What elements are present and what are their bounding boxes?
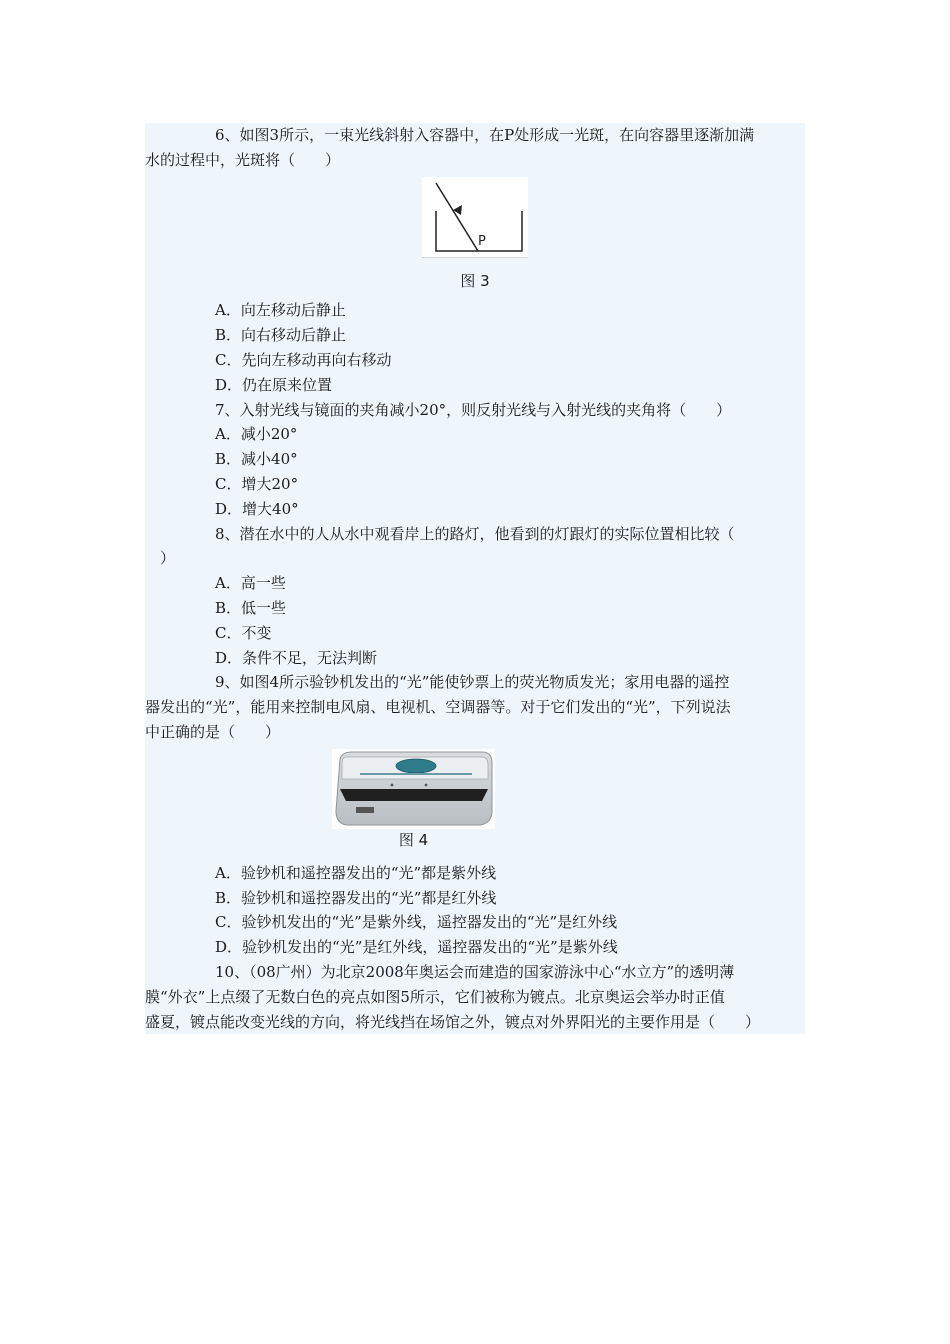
- q7-option-d: D．增大40°: [215, 499, 299, 518]
- q8-option-b: B．低一些: [215, 598, 287, 617]
- machine-nameplate: [356, 807, 374, 813]
- figure-3-diagram: [422, 177, 528, 258]
- figure-4: [145, 745, 805, 851]
- q6-option-b: B．向右移动后静止: [215, 326, 347, 345]
- figure-3: [145, 173, 805, 299]
- q9-stem-line2: 器发出的“光”，能用来控制电风扇、电视机、空调器等。对于它们发出的“光”，下列说法: [145, 698, 731, 717]
- document-body: [145, 123, 805, 1034]
- q7-option-a: A．减小20°: [215, 425, 298, 444]
- q9-option-d: D．验钞机发出的“光”是红外线，遥控器发出的“光”是紫外线: [215, 938, 618, 957]
- q6-option-c: C．先向左移动再向右移动: [215, 350, 392, 369]
- q9-option-a: A．验钞机和遥控器发出的“光”都是紫外线: [215, 863, 497, 882]
- q10-stem-line1: 10、（08广州）为北京2008年奥运会而建造的国家游泳中心“水立方”的透明薄: [215, 962, 735, 981]
- counterfeit-detector-picture: [332, 749, 495, 829]
- q10-stem-line3: 盛夏，镀点能改变光线的方向，将光线挡在场馆之外，镀点对外界阳光的主要作用是（ ）: [145, 1012, 761, 1031]
- q7-option-c: C．增大20°: [215, 474, 299, 493]
- figure-3-caption: 图 3: [460, 272, 490, 291]
- q8-stem-line2: ）: [160, 549, 176, 568]
- q6-stem-line1: 6、如图3所示，一束光线斜射入容器中，在P处形成一光斑，在向容器里逐渐加满: [215, 126, 755, 144]
- q9-stem-line1: 9、如图4所示验钞机发出的“光”能使钞票上的荧光物质发光；家用电器的遥控: [215, 673, 730, 692]
- q9-option-b: B．验钞机和遥控器发出的“光”都是红外线: [215, 888, 497, 907]
- figure-4-caption: 图 4: [398, 830, 429, 849]
- q8-option-d: D．条件不足，无法判断: [215, 648, 378, 667]
- light-ray: [436, 183, 478, 251]
- point-p-label: P: [478, 233, 486, 249]
- q8-stem-line1: 8、潜在水中的人从水中观看岸上的路灯，他看到的灯跟灯的实际位置相比较（: [215, 524, 735, 543]
- q8-option-c: C．不变: [215, 623, 272, 642]
- q10-stem-line2: 膜“外衣”上点缀了无数白色的亮点如图5所示，它们被称为镀点。北京奥运会举办时正值: [145, 987, 725, 1006]
- q7-stem: 7、入射光线与镜面的夹角减小20°，则反射光线与入射光线的夹角将（ ）: [215, 400, 732, 419]
- q6-option-d: D．仍在原来位置: [215, 375, 333, 394]
- figure-4-spacer: [145, 851, 805, 861]
- indicator-light-right: [425, 783, 428, 786]
- indicator-light-left: [391, 783, 394, 786]
- machine-label-strip: [360, 773, 472, 775]
- q7-option-b: B．减小40°: [215, 450, 298, 469]
- q9-option-c: C．验钞机发出的“光”是紫外线，遥控器发出的“光”是红外线: [215, 913, 618, 932]
- machine-logo-badge: [396, 759, 436, 773]
- machine-slot: [340, 789, 488, 801]
- q6-option-a: A．向左移动后静止: [215, 301, 346, 320]
- container-light-diagram: [422, 177, 528, 257]
- q6-stem-line2: 水的过程中，光斑将（ ）: [145, 150, 341, 169]
- figure-4-image: [332, 749, 495, 829]
- q8-option-a: A．高一些: [215, 574, 286, 593]
- q9-stem-line3: 中正确的是（ ）: [145, 722, 281, 741]
